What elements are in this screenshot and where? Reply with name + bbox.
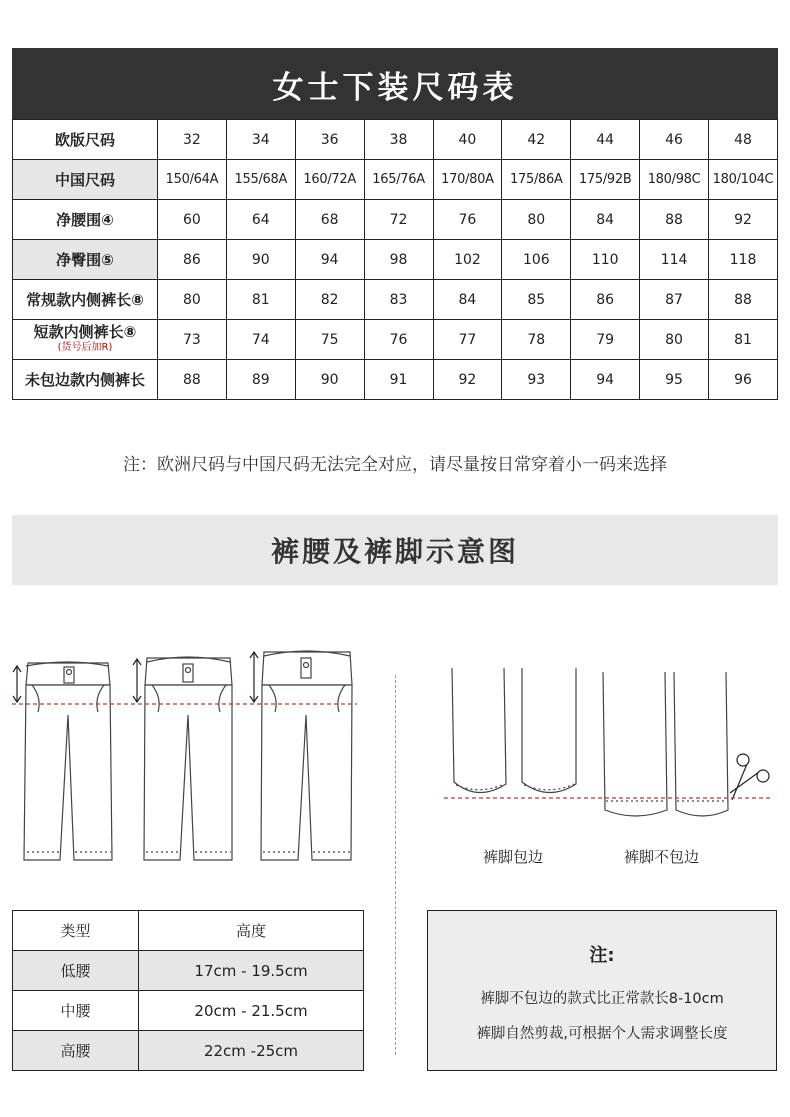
- size-cell: 34: [226, 120, 295, 160]
- size-cell: 85: [502, 280, 571, 320]
- size-cell: 83: [364, 280, 433, 320]
- row-header-sublabel: (货号后加R): [57, 342, 113, 354]
- size-chart-table: [12, 119, 778, 400]
- size-cell: 42: [502, 120, 571, 160]
- size-cell: 90: [226, 240, 295, 280]
- low-rise-pants-icon: [24, 662, 112, 860]
- note-box-line: 裤脚自然剪裁,可根据个人需求调整长度: [476, 1026, 728, 1042]
- size-cell: 64: [226, 200, 295, 240]
- size-cell: 81: [709, 320, 778, 360]
- size-cell: 78: [502, 320, 571, 360]
- rise-table: [12, 910, 364, 1071]
- size-cell: 88: [640, 200, 709, 240]
- row-header-label: 未包边款内侧裤长: [24, 371, 145, 389]
- size-cell: 155/68A: [226, 160, 295, 200]
- rise-type-cell: 低腰: [13, 951, 139, 991]
- size-cell: 36: [295, 120, 364, 160]
- divider: [395, 675, 396, 1055]
- row-header-label: 中国尺码: [54, 171, 115, 189]
- size-cell: 91: [364, 360, 433, 400]
- size-cell: 60: [158, 200, 227, 240]
- rise-height-cell: 20cm - 21.5cm: [139, 991, 364, 1031]
- rise-illustration: [12, 640, 362, 870]
- size-cell: 93: [502, 360, 571, 400]
- size-cell: 98: [364, 240, 433, 280]
- size-note: 注：欧洲尺码与中国尺码无法完全对应，请尽量按日常穿着小一码来选择: [123, 455, 667, 475]
- size-cell: 44: [571, 120, 640, 160]
- size-cell: 88: [158, 360, 227, 400]
- row-header: [13, 360, 158, 400]
- size-cell: 80: [502, 200, 571, 240]
- size-cell: 106: [502, 240, 571, 280]
- size-cell: 80: [158, 280, 227, 320]
- rise-row: [13, 951, 364, 991]
- row-header: [13, 120, 158, 160]
- size-cell: 90: [295, 360, 364, 400]
- size-cell: 38: [364, 120, 433, 160]
- size-cell: 86: [571, 280, 640, 320]
- size-cell: 76: [364, 320, 433, 360]
- rise-header-row: [13, 911, 364, 951]
- row-header-label: 短款内侧裤长⑧: [33, 323, 137, 342]
- rise-type-cell: 中腰: [13, 991, 139, 1031]
- size-cell: 72: [364, 200, 433, 240]
- size-cell: 180/98C: [640, 160, 709, 200]
- size-row: [13, 120, 778, 160]
- diagram-title: 裤腰及裤脚示意图: [12, 515, 778, 585]
- rise-header-cell: 高度: [139, 911, 364, 951]
- size-cell: 87: [640, 280, 709, 320]
- row-header-label: 净臀围⑤: [56, 251, 114, 269]
- size-cell: 110: [571, 240, 640, 280]
- size-cell: 150/64A: [158, 160, 227, 200]
- size-cell: 88: [709, 280, 778, 320]
- rise-type-cell: 高腰: [13, 1031, 139, 1071]
- rise-header-cell: 类型: [13, 911, 139, 951]
- size-cell: 79: [571, 320, 640, 360]
- row-header: [13, 320, 158, 360]
- size-cell: 82: [295, 280, 364, 320]
- size-cell: 40: [433, 120, 502, 160]
- size-cell: 160/72A: [295, 160, 364, 200]
- hemmed-legs-icon: [452, 668, 576, 793]
- size-cell: 68: [295, 200, 364, 240]
- row-header: [13, 240, 158, 280]
- row-header-label: 欧版尺码: [54, 131, 115, 149]
- size-cell: 77: [433, 320, 502, 360]
- size-cell: 95: [640, 360, 709, 400]
- size-row: [13, 160, 778, 200]
- size-cell: 92: [709, 200, 778, 240]
- rise-row: [13, 991, 364, 1031]
- size-cell: 74: [226, 320, 295, 360]
- size-cell: 94: [295, 240, 364, 280]
- row-header: [13, 160, 158, 200]
- size-cell: 84: [571, 200, 640, 240]
- rise-row: [13, 1031, 364, 1071]
- size-cell: 73: [158, 320, 227, 360]
- unhemmed-legs-icon: [603, 672, 728, 816]
- rise-height-cell: 22cm -25cm: [139, 1031, 364, 1071]
- unhemmed-label: 裤脚不包边: [624, 848, 700, 866]
- size-cell: 94: [571, 360, 640, 400]
- scissors-icon: [730, 754, 769, 800]
- rise-height-cell: 17cm - 19.5cm: [139, 951, 364, 991]
- note-box-line: 裤脚不包边的款式比正常款长8-10cm: [480, 991, 724, 1007]
- high-rise-pants-icon: [261, 651, 352, 860]
- size-row: [13, 320, 778, 360]
- row-header-label: 净腰围④: [56, 211, 114, 229]
- mid-rise-pants-icon: [144, 657, 232, 860]
- size-cell: 46: [640, 120, 709, 160]
- size-cell: 92: [433, 360, 502, 400]
- size-cell: 76: [433, 200, 502, 240]
- size-cell: 48: [709, 120, 778, 160]
- row-header: [13, 280, 158, 320]
- note-box-title: 注:: [589, 945, 615, 966]
- size-cell: 180/104C: [709, 160, 778, 200]
- hem-note-box: [427, 910, 777, 1071]
- row-header: [13, 200, 158, 240]
- size-cell: 80: [640, 320, 709, 360]
- row-header-label: 常规款内侧裤长⑧: [26, 291, 144, 309]
- size-cell: 175/92B: [571, 160, 640, 200]
- size-row: [13, 240, 778, 280]
- size-row: [13, 200, 778, 240]
- size-cell: 118: [709, 240, 778, 280]
- size-cell: 81: [226, 280, 295, 320]
- size-cell: 102: [433, 240, 502, 280]
- hem-illustration: [430, 660, 775, 830]
- size-row: [13, 360, 778, 400]
- size-cell: 75: [295, 320, 364, 360]
- size-cell: 170/80A: [433, 160, 502, 200]
- size-cell: 89: [226, 360, 295, 400]
- size-cell: 32: [158, 120, 227, 160]
- page-title: 女士下装尺码表: [12, 48, 778, 120]
- size-cell: 96: [709, 360, 778, 400]
- hemmed-label: 裤脚包边: [483, 848, 544, 866]
- size-cell: 86: [158, 240, 227, 280]
- size-cell: 84: [433, 280, 502, 320]
- size-cell: 114: [640, 240, 709, 280]
- size-row: [13, 280, 778, 320]
- size-cell: 175/86A: [502, 160, 571, 200]
- size-cell: 165/76A: [364, 160, 433, 200]
